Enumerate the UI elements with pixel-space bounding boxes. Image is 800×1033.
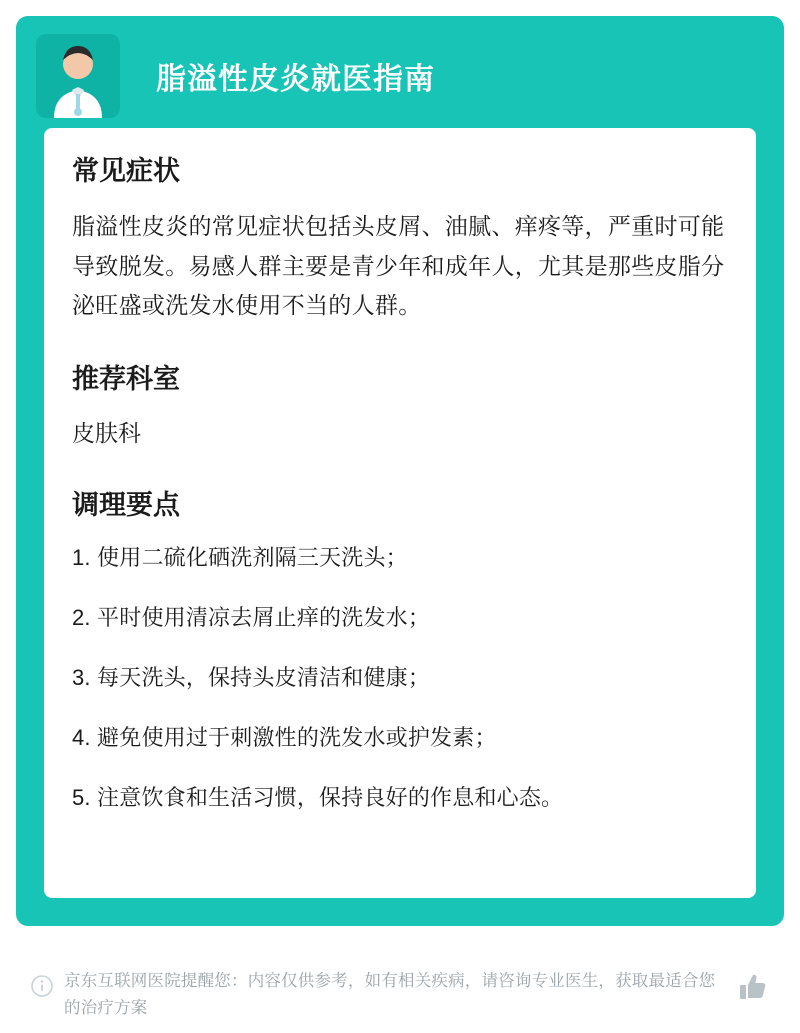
info-circle-icon <box>30 974 54 998</box>
disclaimer-text: 京东互联网医院提醒您：内容仅供参考，如有相关疾病，请咨询专业医生，获取最适合您的治疗方案 <box>64 972 716 1017</box>
list-item: 2. 平时使用清凉去屑止痒的洗发水； <box>72 604 431 630</box>
doctor-avatar-icon <box>36 34 120 118</box>
list-item: 4. 避免使用过于刺激性的洗发水或护发素； <box>72 725 497 750</box>
section-heading-care-tips: 调理要点 <box>72 489 180 520</box>
content-panel <box>44 128 756 898</box>
list-item: 3. 每天洗头，保持头皮清洁和健康； <box>72 664 431 690</box>
section-text-department: 皮肤科 <box>72 419 141 446</box>
care-tips-list <box>72 541 728 815</box>
footer-disclaimer-bar <box>16 968 784 1021</box>
thumbs-up-icon[interactable] <box>736 970 770 1004</box>
list-item: 5. 注意饮食和生活习惯，保持良好的作息和心态。 <box>72 785 564 811</box>
section-text-symptoms: 脂溢性皮炎的常见症状包括头皮屑、油腻、痒疼等，严重时可能导致脱发。易感人群主要是青少年和成年人，尤其是那些皮脂分泌旺盛或洗发水使用不当的人群。 <box>72 213 725 319</box>
list-item: 1. 使用二硫化硒洗剂隔三天洗头； <box>72 544 408 570</box>
section-heading-department: 推荐科室 <box>72 363 180 394</box>
section-heading-symptoms: 常见症状 <box>72 156 180 186</box>
guide-card <box>16 16 784 926</box>
page-title: 脂溢性皮炎就医指南 <box>156 63 435 96</box>
